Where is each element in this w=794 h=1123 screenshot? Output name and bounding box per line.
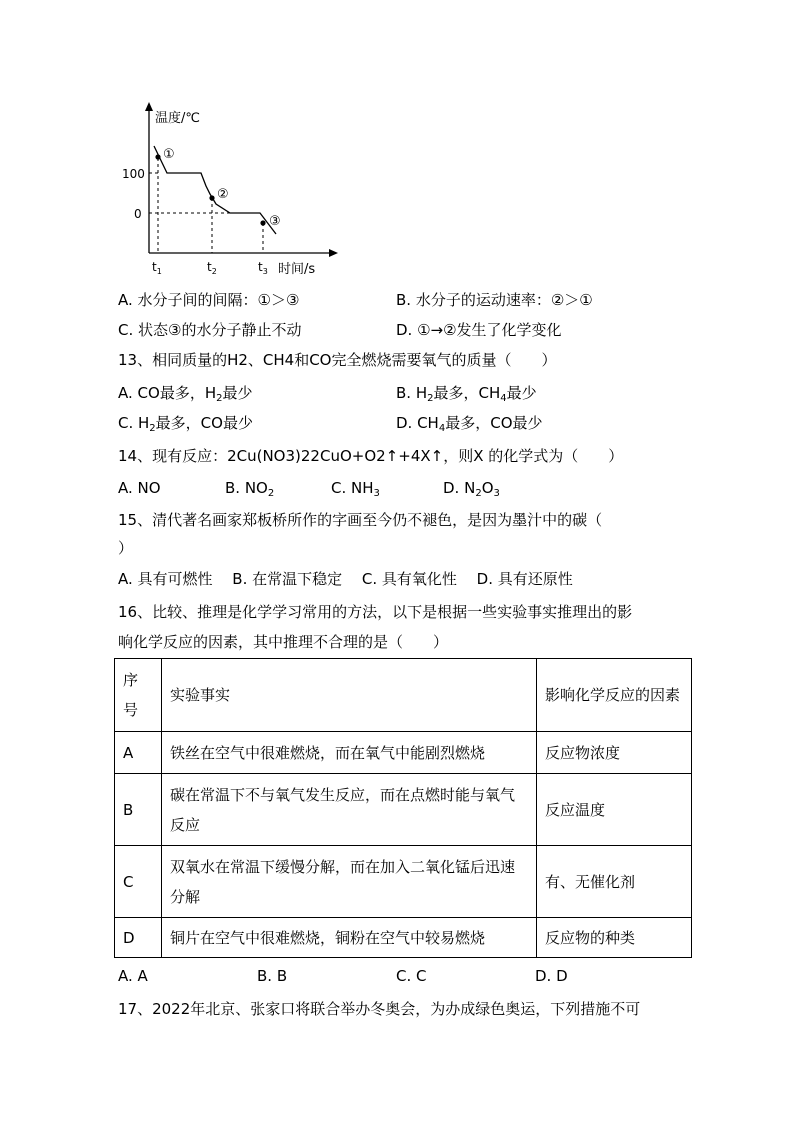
q16-table [114,658,692,958]
row-index: A [115,732,162,774]
q15-stem-line1: 15、清代著名画家郑板桥所作的字画至今仍不褪色，是因为墨汁中的碳（ [118,511,603,529]
q12-option-c: C. 状态③的水分子静止不动 [118,321,302,339]
q13-option-c: C. $H_2$最多，CO最少 [118,414,253,434]
q16-answer-d: D. D [535,967,568,985]
table-header-row [115,659,692,732]
q14-stem: 14、现有反应：2Cu(NO3)22CuO+O2↑+4X↑，则X 的化学式为（ ） [118,447,624,465]
table-row [115,774,692,846]
row-fact: 铁丝在空气中很难燃烧，而在氧气中能剧烈燃烧 [162,732,537,774]
x-tick-t2: $t_2$ [207,260,217,276]
row-factor: 反应温度 [537,774,692,846]
y-tick-0: 0 [134,207,142,221]
q13-option-d: D. $CH_4$最多，CO最少 [396,414,543,434]
q12-option-a: A. 水分子间的间隔：①＞③ [118,291,300,309]
point-1-label: ① [163,147,175,162]
header-factor: 影响化学反应的因素 [537,659,692,732]
q16-stem-line2: 响化学反应的因素，其中推理不合理的是（ ） [118,633,449,651]
q12-option-b: B. 水分子的运动速率：②＞① [396,291,593,309]
q15-options: A. 具有可燃性 B. 在常温下稳定 C. 具有氧化性 D. 具有还原性 [118,570,573,588]
row-index: C [115,846,162,918]
point-2 [209,195,214,200]
q14-option-d: D. $N_2O_3$ [443,479,500,499]
q16-answer-b: B. B [257,967,288,985]
x-tick-t1: $t_1$ [152,260,162,276]
row-fact: 双氧水在常温下缓慢分解，而在加入二氧化锰后迅速分解 [162,846,537,918]
table-row [115,918,692,958]
q16-answer-a: A. A [118,967,148,985]
q12-option-d: D. ①→②发生了化学变化 [396,321,562,339]
row-factor: 反应物的种类 [537,918,692,958]
row-factor: 有、无催化剂 [537,846,692,918]
row-fact: 碳在常温下不与氧气发生反应，而在点燃时能与氧气反应 [162,774,537,846]
q13-option-a: A. CO最多，$H_2$最少 [118,384,253,404]
point-2-label: ② [217,187,229,202]
row-fact: 铜片在空气中很难燃烧，铜粉在空气中较易燃烧 [162,918,537,958]
q14-option-a: A. NO [118,479,161,497]
row-index: B [115,774,162,846]
y-axis-label: 温度/℃ [155,111,200,126]
table-row [115,732,692,774]
row-index: D [115,918,162,958]
header-fact: 实验事实 [162,659,537,732]
q15-stem-line2: ） [118,539,134,557]
q14-option-b: B. $NO_2$ [225,479,275,499]
x-axis-label: 时间/s [278,262,316,277]
q16-answer-c: C. C [396,967,427,985]
q13-option-b: B. $H_2$最多，$CH_4$最少 [396,384,537,404]
point-1 [155,154,160,159]
q14-option-c: C. $NH_3$ [331,479,380,499]
q16-stem-line1: 16、比较、推理是化学学习常用的方法，以下是根据一些实验事实推理出的影 [118,603,633,621]
x-axis-arrow [329,249,338,257]
table-row [115,846,692,918]
q17-stem-line1: 17、2022年北京、张家口将联合举办冬奥会，为办成绿色奥运，下列措施不可 [118,1000,641,1018]
temperature-time-graph [118,98,348,278]
y-tick-100: 100 [122,167,145,181]
header-index: 序号 [115,659,162,732]
row-factor: 反应物浓度 [537,732,692,774]
x-tick-t3: $t_3$ [258,260,268,276]
point-3-label: ③ [269,214,281,229]
point-3 [260,220,265,225]
q13-stem: 13、相同质量的H2、CH4和CO完全燃烧需要氧气的质量（ ） [118,351,557,369]
y-axis-arrow [145,102,153,111]
